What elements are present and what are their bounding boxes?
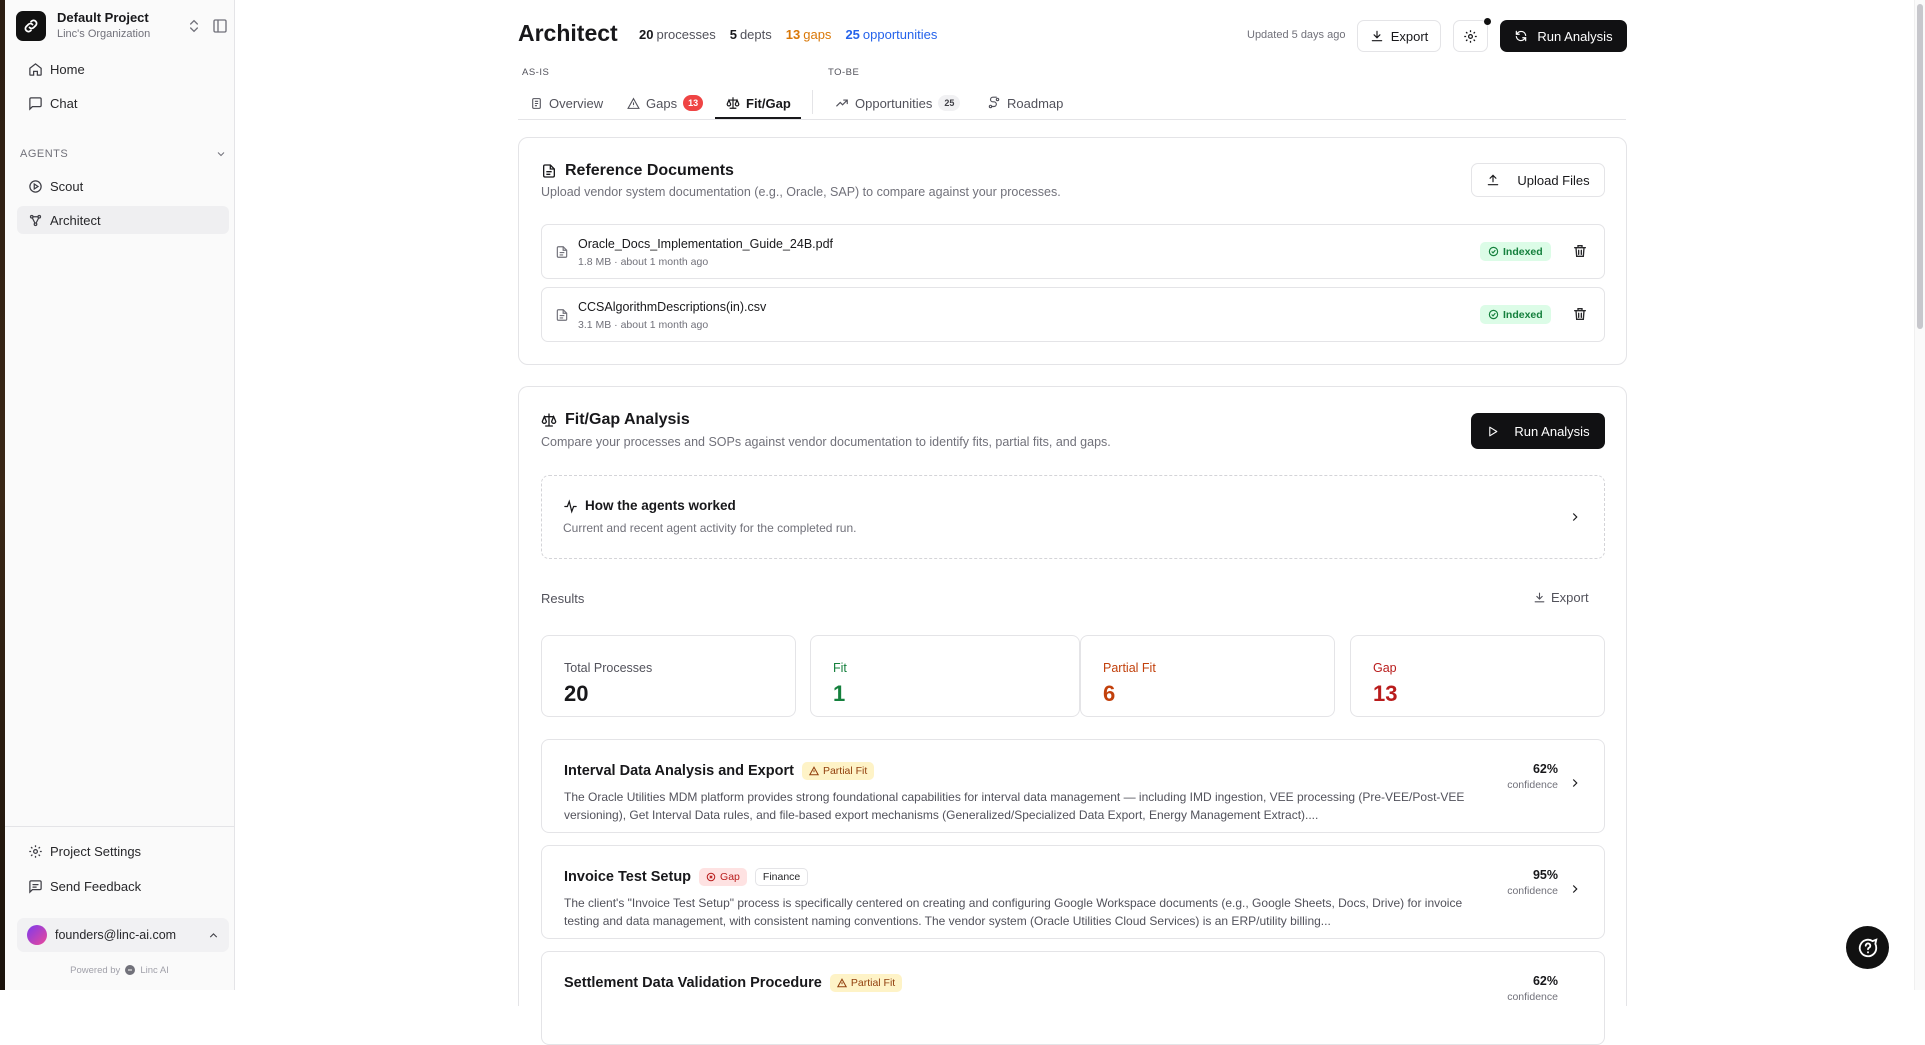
sidebar-item-project-settings[interactable]	[17, 837, 229, 865]
reference-documents-card	[518, 137, 1627, 365]
user-email: founders@linc-ai.com	[55, 928, 177, 942]
tab-fit-gap[interactable]: Fit/Gap	[726, 88, 791, 118]
sidebar-item-label: Architect	[50, 212, 101, 228]
roadmap-icon	[987, 96, 1001, 110]
confidence-label: confidence	[1507, 779, 1558, 791]
sidebar-divider	[5, 826, 234, 827]
download-icon	[1533, 591, 1546, 604]
stat-label: Total Processes	[564, 661, 653, 675]
file-icon	[555, 245, 569, 259]
architect-icon	[28, 213, 43, 228]
fit-gap-title: Fit/Gap Analysis	[541, 411, 690, 429]
tab-overview[interactable]: Overview	[530, 88, 603, 118]
stat-value: 1	[833, 681, 846, 706]
check-circle-icon	[1488, 309, 1499, 320]
file-name: Oracle_Docs_Implementation_Guide_24B.pdf	[578, 237, 834, 251]
settings-button[interactable]	[1453, 20, 1488, 52]
x-circle-icon	[706, 872, 716, 882]
trending-up-icon	[835, 96, 849, 110]
sidebar-collapse-icon[interactable]	[212, 18, 228, 34]
confidence-value: 95%	[1532, 868, 1558, 882]
gear-icon	[1463, 29, 1478, 44]
sidebar-item-label: Project Settings	[50, 843, 142, 859]
project-logo-icon	[16, 11, 46, 41]
tab-gaps[interactable]: Gaps 13	[627, 88, 703, 118]
result-row[interactable]	[541, 739, 1605, 833]
run-analysis-header-button[interactable]: Run Analysis	[1500, 20, 1627, 52]
results-label: Results	[541, 591, 585, 606]
agents-activity-title: How the agents worked	[585, 498, 736, 513]
confidence-label: confidence	[1507, 991, 1558, 1003]
gaps-count-badge: 13	[683, 95, 703, 111]
stat-card-partial-fit	[1080, 635, 1335, 717]
stat-card-gap	[1350, 635, 1605, 717]
download-icon	[1370, 29, 1384, 43]
to-be-label: TO-BE	[828, 67, 860, 78]
tab-roadmap[interactable]: Roadmap	[987, 88, 1063, 118]
help-chat-button[interactable]	[1846, 926, 1889, 969]
reference-docs-title: Reference Documents	[541, 162, 734, 180]
project-name: Default Project	[57, 10, 149, 26]
upload-icon	[1486, 173, 1500, 187]
file-row[interactable]	[541, 287, 1605, 342]
result-description: The Oracle Utilities MDM platform provides strong foundational capabilities for interval data management — including IMD ingestion, VEE processing (Pre-VEE/Post-VEE versioning), Get Interval Data rules, and file-based export mechanisms (Generalized/Specialized Data Export, Energy Management Extract)....	[564, 790, 1465, 822]
indexed-badge: Indexed	[1480, 242, 1551, 261]
stat-processes: 20 processes	[639, 27, 716, 42]
activity-icon	[563, 499, 578, 514]
as-is-label: AS-IS	[522, 67, 550, 78]
result-title-row	[564, 974, 902, 992]
feedback-icon	[28, 879, 43, 894]
file-name: CCSAlgorithmDescriptions(in).csv	[578, 300, 767, 314]
result-row[interactable]	[541, 845, 1605, 939]
stat-value: 20	[564, 681, 589, 706]
stat-opportunities: 25 opportunities	[845, 27, 938, 42]
stat-value: 6	[1103, 681, 1116, 706]
sidebar-item-scout[interactable]	[17, 172, 229, 200]
powered-by-label: Powered by	[70, 964, 121, 976]
result-title-row	[564, 868, 808, 886]
result-row[interactable]	[541, 951, 1605, 1045]
result-description: The client's "Invoice Test Setup" process is specifically centered on creating and configuring Google Workspace documents (e.g., Google Sheets, Docs, Drive) for invoice testing and data management, with consistent naming conventions. The vendor system (Oracle Utilities Cloud Services) is an ERP/utility billing...	[564, 896, 1463, 928]
refresh-icon	[1514, 29, 1528, 43]
compass-icon	[28, 179, 43, 194]
agents-section-header[interactable]	[20, 148, 227, 160]
chevron-right-icon	[1568, 882, 1582, 896]
home-icon	[28, 62, 43, 77]
file-meta: 1.8 MB · about 1 month ago	[578, 256, 709, 268]
file-meta: 3.1 MB · about 1 month ago	[578, 319, 709, 331]
confidence-label: confidence	[1507, 885, 1558, 897]
org-name: Linc's Organization	[57, 28, 151, 41]
agents-activity-panel[interactable]	[541, 475, 1605, 559]
tabs-baseline	[518, 119, 1626, 120]
sidebar-item-label: Send Feedback	[50, 878, 142, 894]
confidence	[1507, 762, 1558, 791]
sidebar-item-label: Chat	[50, 95, 78, 111]
stat-card-total	[541, 635, 796, 717]
file-row[interactable]	[541, 224, 1605, 279]
file-icon	[555, 308, 569, 322]
trash-icon[interactable]	[1572, 243, 1588, 259]
powered-brand: Linc AI	[140, 964, 169, 976]
powered-by	[5, 964, 234, 976]
status-badge: Gap	[699, 868, 747, 886]
sidebar-item-send-feedback[interactable]	[17, 872, 229, 900]
avatar	[27, 925, 47, 945]
confidence	[1507, 868, 1558, 897]
stat-label: Partial Fit	[1103, 661, 1156, 675]
indexed-badge: Indexed	[1480, 305, 1551, 324]
result-title: Settlement Data Validation Procedure	[564, 975, 822, 991]
play-icon	[1486, 425, 1499, 438]
stat-value: 13	[1373, 681, 1398, 706]
status-badge: Partial Fit	[802, 762, 874, 780]
trash-icon[interactable]	[1572, 306, 1588, 322]
updated-timestamp: Updated 5 days ago	[1247, 29, 1346, 41]
upload-files-button[interactable]: Upload Files	[1471, 163, 1605, 197]
result-title: Interval Data Analysis and Export	[564, 763, 794, 779]
fit-gap-subtitle: Compare your processes and SOPs against vendor documentation to identify fits, partial fits, and gaps.	[541, 435, 1111, 449]
results-export-button[interactable]: Export	[1533, 590, 1589, 605]
document-icon	[530, 97, 543, 110]
linc-logo-icon	[124, 964, 136, 976]
user-menu[interactable]	[17, 918, 229, 952]
page-scrollbar[interactable]	[1914, 0, 1925, 990]
warning-icon	[809, 766, 819, 776]
gear-icon	[28, 844, 43, 859]
sidebar-item-label: Scout	[50, 178, 84, 194]
page-title: Architect	[518, 20, 618, 46]
scale-icon	[541, 412, 557, 428]
status-badge: Partial Fit	[830, 974, 902, 992]
document-icon	[541, 163, 557, 179]
tab-divider	[812, 90, 813, 114]
stat-label: Gap	[1373, 661, 1397, 675]
help-chat-icon	[1857, 937, 1879, 959]
confidence	[1507, 974, 1558, 1003]
opportunities-count-badge: 25	[938, 95, 960, 111]
sidebar-item-label: Home	[50, 61, 85, 77]
confidence-value: 62%	[1532, 974, 1558, 988]
chevron-up-icon	[207, 929, 220, 942]
sidebar-item-home[interactable]	[17, 55, 229, 83]
result-title: Invoice Test Setup	[564, 869, 692, 885]
stat-card-fit	[810, 635, 1080, 717]
chevron-up-down-icon[interactable]	[186, 18, 202, 34]
agents-label: AGENTS	[20, 148, 69, 160]
department-badge: Finance	[755, 868, 808, 886]
sidebar-item-architect[interactable]	[17, 206, 229, 234]
run-analysis-button[interactable]: Run Analysis	[1471, 413, 1605, 449]
confidence-value: 62%	[1532, 762, 1558, 776]
reference-docs-subtitle: Upload vendor system documentation (e.g., Oracle, SAP) to compare against your processes.	[541, 185, 1061, 199]
sidebar-item-chat[interactable]	[17, 89, 229, 117]
chevron-right-icon	[1568, 510, 1582, 524]
chat-icon	[28, 96, 43, 111]
warning-icon	[837, 978, 847, 988]
project-switcher[interactable]	[16, 9, 228, 43]
scrollbar-thumb[interactable]	[1917, 4, 1923, 329]
scale-icon	[726, 96, 740, 110]
warning-icon	[627, 97, 640, 110]
chevron-down-icon	[215, 148, 227, 160]
stat-depts: 5 depts	[729, 27, 772, 42]
header-stats	[639, 27, 937, 42]
fit-gap-analysis-card	[518, 386, 1627, 1006]
stat-label: Fit	[833, 661, 847, 675]
sidebar	[5, 0, 235, 990]
chevron-right-icon	[1568, 776, 1582, 790]
check-circle-icon	[1488, 246, 1499, 257]
agents-activity-subtitle: Current and recent agent activity for the completed run.	[563, 521, 857, 535]
result-title-row	[564, 762, 874, 780]
export-button[interactable]: Export	[1357, 20, 1441, 52]
stat-gaps: 13 gaps	[785, 27, 832, 42]
tab-opportunities[interactable]: Opportunities 25	[835, 88, 960, 118]
notification-dot	[1484, 18, 1491, 25]
